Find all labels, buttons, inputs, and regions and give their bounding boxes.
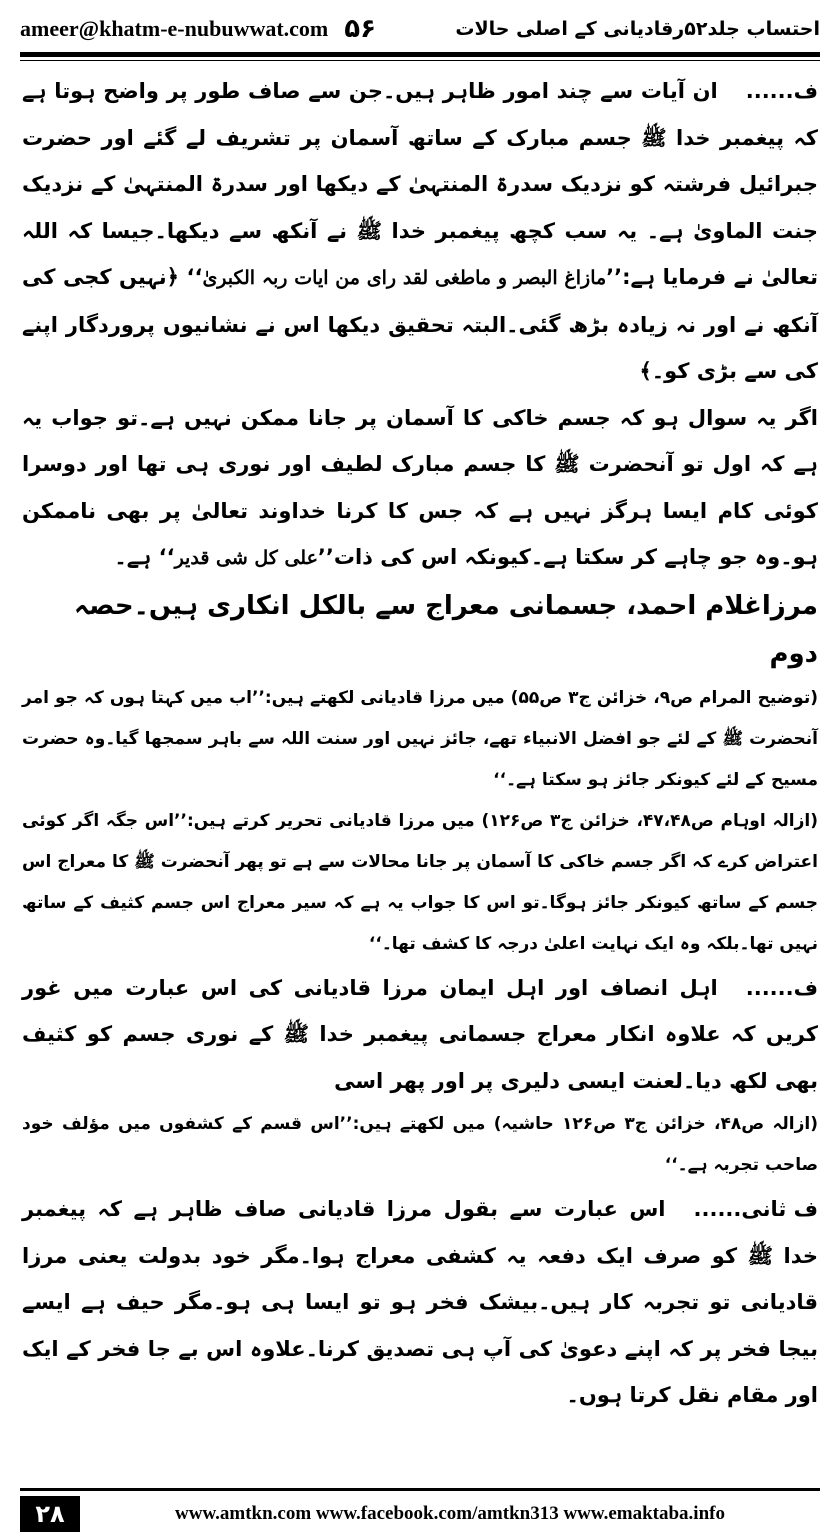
quotation-1: (توضیح المرام ص۹، خزائن ج۳ ص۵۵) میں مرزا قادیانی لکھتے ہیں:’’اب میں کہتا ہوں کہ جو امر آنحضرت ﷺ کے لئے جو افضل الانبیاء تھے، جائز نہیں اور سنت اللہ سے باہر سمجھا گیا۔وہ حضرت مسیح کے لئے کیونکر جائز ہو سکتا ہے۔‘‘ <box>22 687 818 790</box>
page-header <box>20 12 820 46</box>
paragraph-3-text: اہل انصاف اور اہل ایمان مرزا قادیانی کی اس عبارت میں غور کریں کہ علاوہ انکار معراج جسمانی پیغمبر خدا ﷺ کے نوری جسم کو کثیف بھی لکھ دیا۔لعنت ایسی دلیری پر اور پھر اسی <box>22 975 818 1093</box>
page-footer <box>20 1496 820 1532</box>
paragraph-4-text: اس عبارت سے بقول مرزا قادیانی صاف ظاہر ہے کہ پیغمبر خدا ﷺ کو صرف ایک دفعہ یہ کشفی معراج ہوا۔مگر خود بدولت یعنی مرزا قادیانی تو تجربہ کار ہیں۔بیشک فخر ہو تو ایسا ہی ہو۔مگر حیف ہے ایسے بیجا فخر پر کہ اپنے دعویٰ کی آپ ہی تصدیق کرنا۔علاوہ اس بے جا فخر کے ایک اور مقام نقل کرتا ہوں۔ <box>22 1197 818 1407</box>
paragraph-marker: ف...... <box>745 975 818 1000</box>
paragraph-2-tail: ‘‘ ہے۔ <box>114 545 175 569</box>
paragraph-4 <box>22 1186 818 1419</box>
header-rule-thin <box>20 60 820 61</box>
header-email: ameer@khatm-e-nubuwwat.com <box>20 16 329 41</box>
paragraph-marker: ف ثانی...... <box>693 1197 818 1221</box>
header-rule-thick <box>20 52 820 57</box>
running-title: احتساب جلد۵۲رقادیانی کے اصلی حالات <box>455 18 820 40</box>
section-heading: مرزاغلام احمد، جسمانی معراج سے بالکل انکاری ہیں۔حصہ دوم <box>74 590 818 669</box>
page-number: ۵۶ <box>344 14 377 44</box>
paragraph-1-tail: ‘‘ ﴿نہیں کجی کی آنکھ نے اور نہ زیادہ بڑھ گئی۔البتہ تحقیق دیکھا اس نے نشانیوں پروردگار اپنے کی سے بڑی کو۔﴾ <box>22 265 818 383</box>
paragraph-2-text: اگر یہ سوال ہو کہ جسم خاکی کا آسمان پر جانا ممکن نہیں ہے۔تو جواب یہ ہے کہ اول تو آنحضرت ﷺ کا جسم مبارک لطیف اور نوری ہی تھا اور دوسرا کوئی کام ایسا ہرگز نہیں ہے کہ جس کا کرنا خداوند تعالیٰ پر بھی ناممکن ہو۔وہ جو چاہے کر سکتا ہے۔کیونکہ اس کی ذات’’ <box>22 405 818 569</box>
paragraph-2 <box>22 395 818 582</box>
footer-rule <box>20 1488 820 1491</box>
header-left <box>20 14 376 44</box>
arabic-phrase: علی کل شی قدیر <box>174 547 318 569</box>
page-body <box>22 68 818 1419</box>
paragraph-marker: ف...... <box>745 79 818 103</box>
paragraph-3 <box>22 965 818 1105</box>
folio-number: ۲۸ <box>20 1496 80 1532</box>
footer-links: www.amtkn.com www.facebook.com/amtkn313 www.emaktaba.info <box>175 1503 725 1524</box>
paragraph-1 <box>22 68 818 395</box>
quotation-3: (ازالہ ص۴۸، خزائن ج۳ ص۱۲۶ حاشیہ) میں لکھتے ہیں:’’اس قسم کے کشفوں میں مؤلف خود صاحب تجربہ ہے۔‘‘ <box>22 1114 818 1175</box>
quran-verse: مازاغ البصر و ماطغی لقد رای من ایات ربہ الکبریٰ <box>202 267 607 289</box>
quotation-2: (ازالہ اوہام ص۴۷،۴۸، خزائن ج۳ ص۱۲۶) میں مرزا قادیانی تحریر کرتے ہیں:’’اس جگہ اگر کوئی اعتراض کرے کہ اگر جسم خاکی کا آسمان پر جانا محالات سے ہے تو پھر آنحضرت ﷺ کا معراج اس جسم کے ساتھ کیونکر جائز ہوگا۔تو اس کا جواب یہ ہے کہ سیر معراج اس جسم کثیف کے ساتھ نہیں تھا۔بلکہ وہ ایک نہایت اعلیٰ درجہ کا کشف تھا۔‘‘ <box>22 810 818 954</box>
paragraph-1-text: ان آیات سے چند امور ظاہر ہیں۔جن سے صاف طور پر واضح ہوتا ہے کہ پیغمبر خدا ﷺ جسم مبارک کے ساتھ آسمان پر تشریف لے گئے اور حضرت جبرائیل فرشتہ کو نزدیک سدرۃ المنتہیٰ کے دیکھا اور سدرۃ المنتہیٰ کے نزدیک جنت الماویٰ ہے۔ یہ سب کچھ پیغمبر خدا ﷺ نے آنکھ سے دیکھا۔جیسا کہ اللہ تعالیٰ نے فرمایا ہے:’’ <box>22 79 819 289</box>
